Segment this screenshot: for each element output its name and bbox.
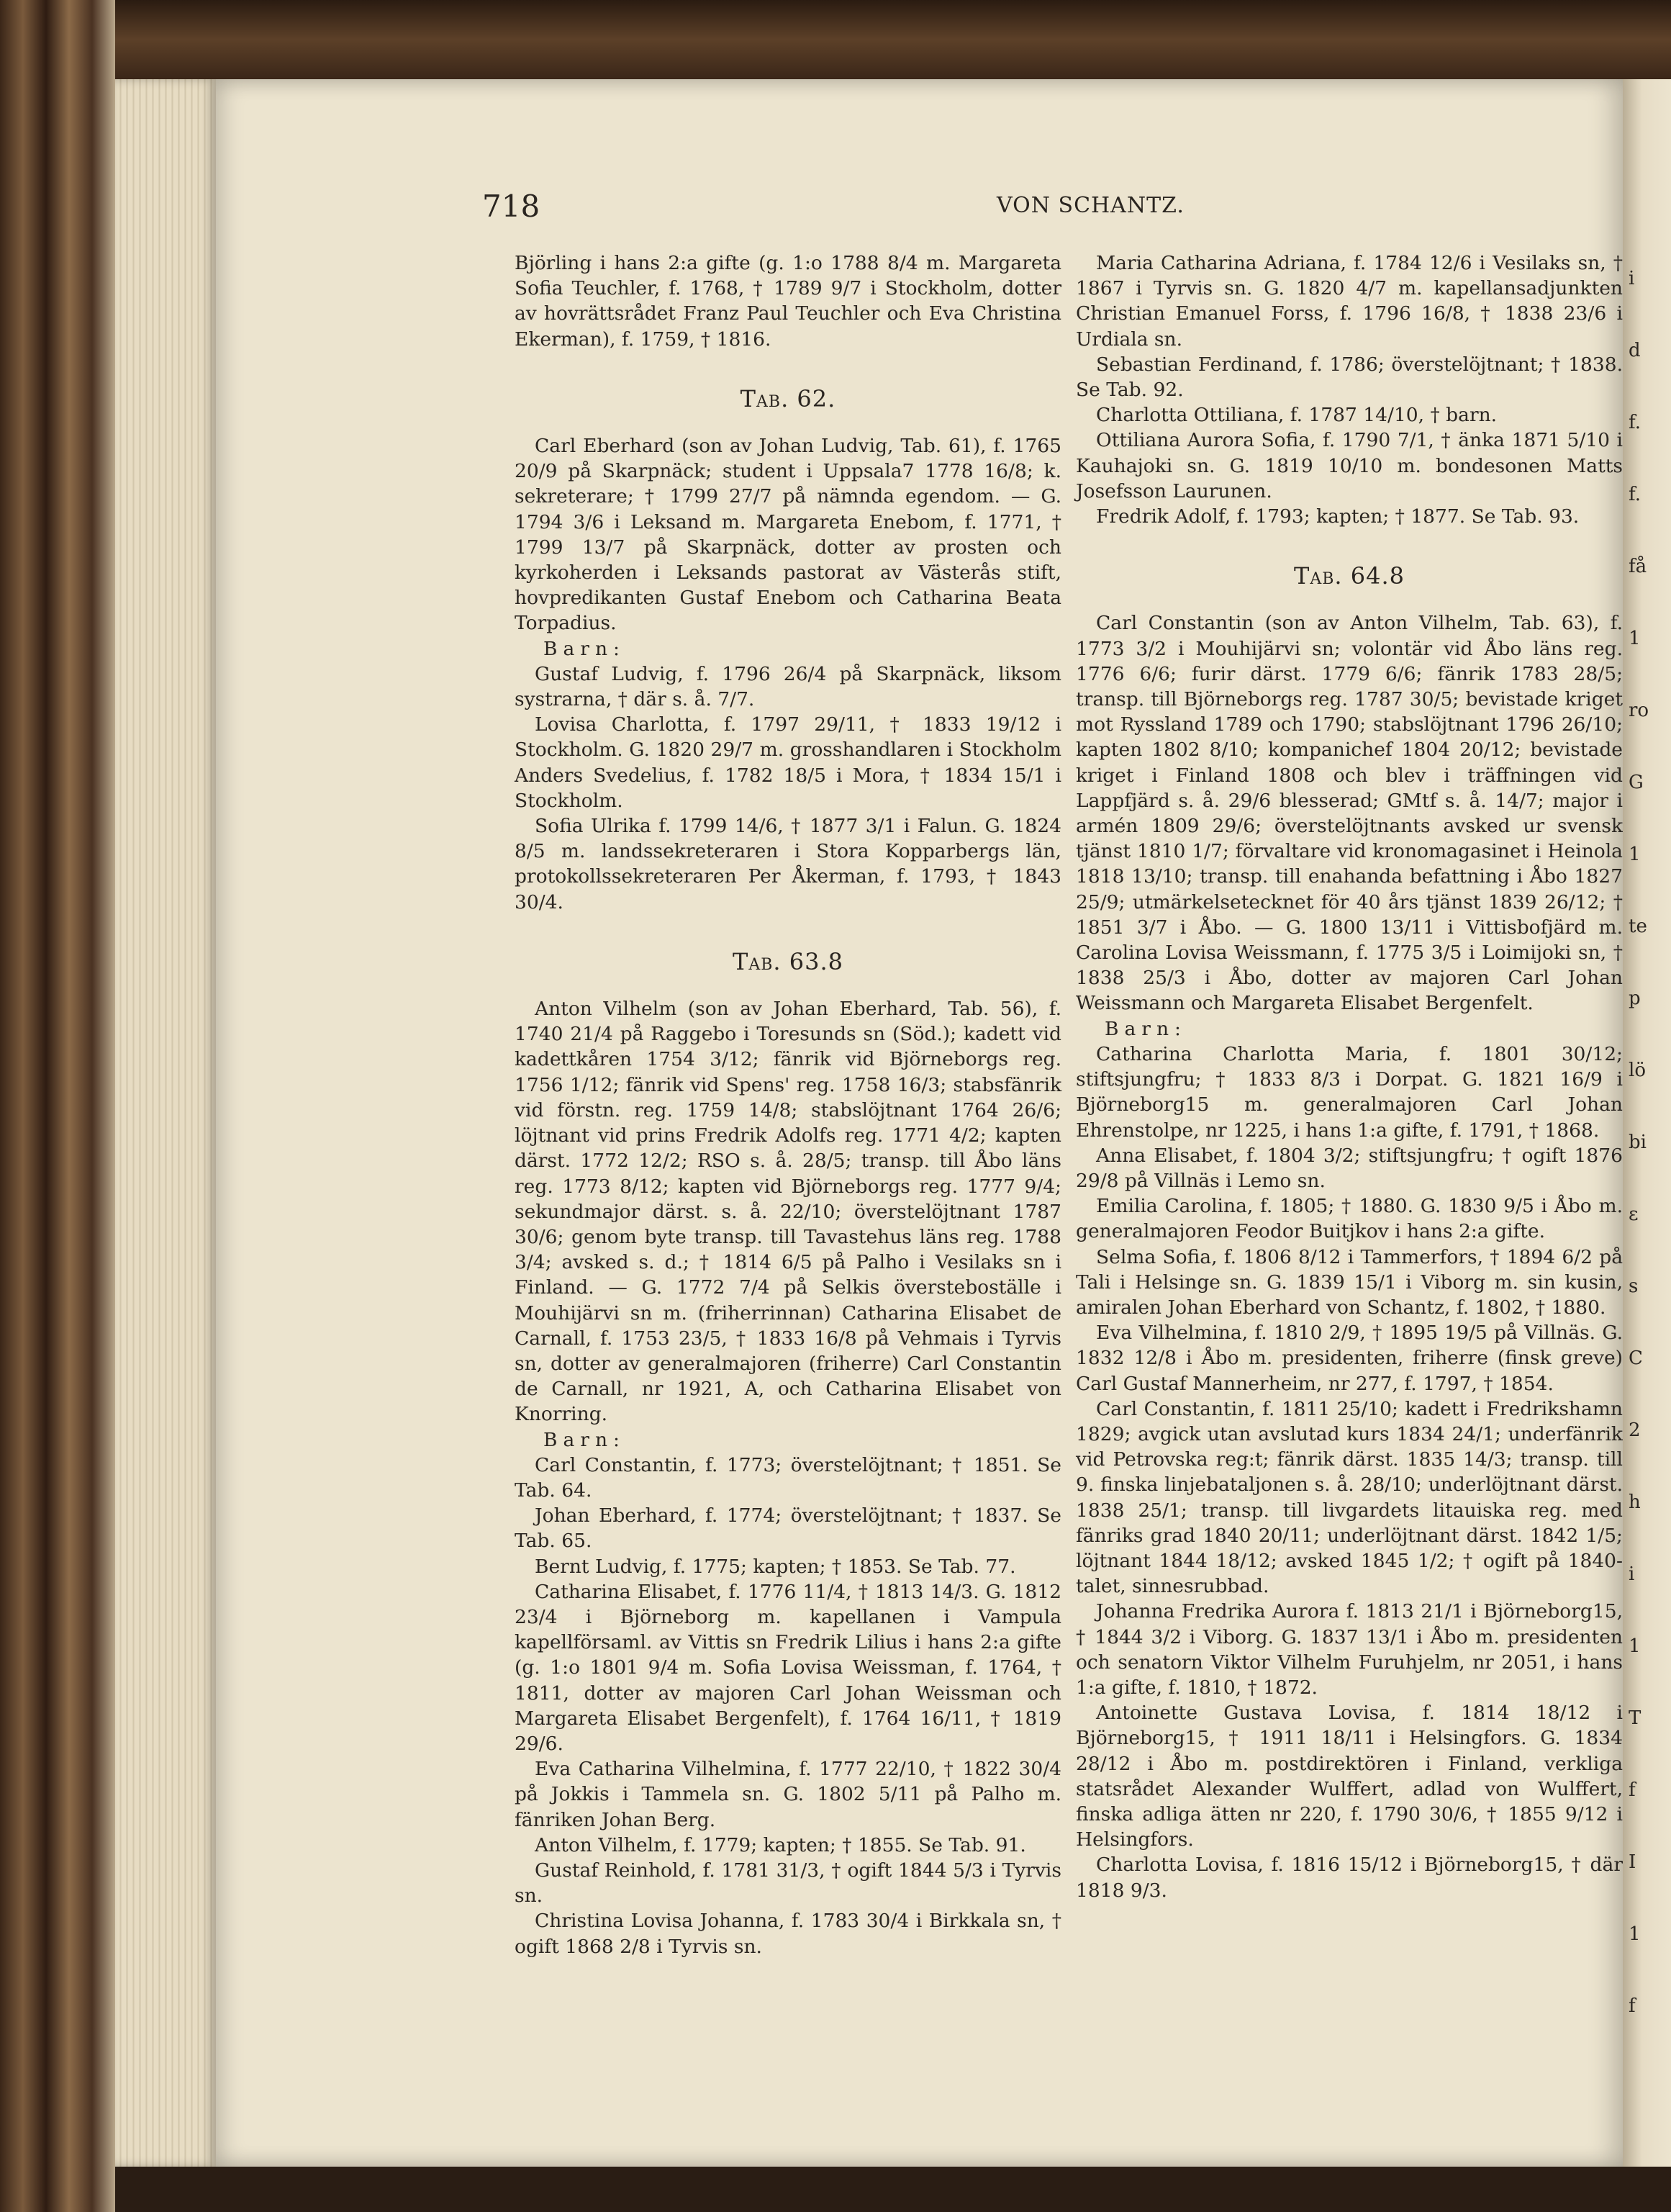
text-paragraph: Charlotta Lovisa, f. 1816 15/12 i Björneborg15, † där 1818 9/3. [1076, 1854, 1623, 1902]
text-paragraph: Catharina Charlotta Maria, f. 1801 30/12; stiftsjungfru; † 1833 8/3 i Dorpat. G. 1821 16/9 i Björneborg15 m. generalmajoren Carl Johan Ehrenstolpe, nr 1225, i hans 1:a gifte, f. 1791, † 1868. [1076, 1042, 1623, 1142]
facing-page-fragment: d [1629, 340, 1641, 361]
book-top-edge [115, 0, 1671, 79]
text-paragraph: Lovisa Charlotta, f. 1797 29/11, † 1833 19/12 i Stockholm. G. 1820 29/7 m. grosshandlaren i Stockholm Anders Svedelius, f. 1782 18/5 i Mora, † 1834 15/1 i Stockholm. [515, 713, 1061, 812]
facing-page-fragment: ro [1629, 700, 1649, 721]
facing-page-fragment: i [1629, 268, 1635, 289]
text-paragraph: Anna Elisabet, f. 1804 3/2; stiftsjungfru; † ogift 1876 29/8 på Villnäs i Lemo sn. [1076, 1144, 1623, 1192]
text-paragraph: Antoinette Gustava Lovisa, f. 1814 18/12 i Björneborg15, † 1911 18/11 i Helsingfors. G. 1834 28/12 i Åbo m. postdirektören i Finland, verkliga statsrådet Alexander Wulffert, adlad von Wulffert, finska adliga ätten nr 220, f. 1790 30/6, † 1855 9/12 i Helsingfors. [1076, 1702, 1623, 1851]
text-paragraph: Eva Vilhelmina, f. 1810 2/9, † 1895 19/5 på Villnäs. G. 1832 12/8 i Åbo m. presidenten, friherre (finsk greve) Carl Gustaf Mannerheim, nr 277, f. 1797, † 1854. [1076, 1322, 1623, 1395]
facing-page-fragment: f [1629, 1995, 1636, 2017]
text-paragraph: Johan Eberhard, f. 1774; överstelöjtnant; † 1837. Se Tab. 65. [515, 1504, 1061, 1553]
children-label: Barn: [1105, 1017, 1187, 1040]
text-paragraph: Christina Lovisa Johanna, f. 1783 30/4 i Birkkala sn, † ogift 1868 2/8 i Tyrvis sn. [515, 1910, 1061, 1958]
text-paragraph: Gustaf Reinhold, f. 1781 31/3, † ogift 1844 5/3 i Tyrvis sn. [515, 1859, 1061, 1908]
book-cover-edge [0, 0, 115, 2212]
section-heading: Tab. 63.8 [733, 947, 843, 975]
text-paragraph: Sebastian Ferdinand, f. 1786; överstelöjtnant; † 1838. Se Tab. 92. [1076, 353, 1623, 402]
text-paragraph: Selma Sofia, f. 1806 8/12 i Tammerfors, † 1894 6/2 på Tali i Helsinge sn. G. 1839 15/1 i Viborg m. sin kusin, amiralen Johan Eberhard von Schantz, f. 1802, † 1880. [1076, 1245, 1623, 1319]
facing-page-fragment: I [1629, 1851, 1636, 1873]
facing-page-fragment: f. [1629, 412, 1641, 433]
text-paragraph: Bernt Ludvig, f. 1775; kapten; † 1853. Se Tab. 77. [535, 1555, 1016, 1578]
section-heading: Tab. 64.8 [1294, 562, 1405, 590]
facing-page-fragment: f. [1629, 484, 1641, 505]
right-column [1076, 250, 1623, 1903]
section-heading: Tab. 62. [740, 384, 836, 412]
text-paragraph: Carl Eberhard (son av Johan Ludvig, Tab. 61), f. 1765 20/9 på Skarpnäck; student i Uppsala7 1778 16/8; k. sekreterare; † 1799 27/7 på nämnda egendom. — G. 1794 3/6 i Leksand m. Margareta Enebom, f. 1771, † 1799 13/7 på Skarpnäck, dotter av prosten och kyrkoherden i Leksands pastorat av Västerås stift, hovpredikanten Gustaf Enebom och Catharina Beata Torpadius. [515, 435, 1061, 635]
text-paragraph: Björling i hans 2:a gifte (g. 1:o 1788 8/4 m. Margareta Sofia Teuchler, f. 1768, † 1789 9/7 i Stockholm, dotter av hovrättsrådet Franz Paul Teuchler och Eva Christina Ekerman), f. 1759, † 1816. [515, 252, 1061, 351]
facing-page-fragment: bi [1629, 1132, 1647, 1153]
facing-page-fragment: C [1629, 1347, 1643, 1369]
facing-page-fragment: få [1629, 556, 1647, 577]
facing-page-fragment: 2 [1629, 1419, 1641, 1441]
facing-page-fragment: 1 [1629, 844, 1641, 865]
facing-page-fragment: lö [1629, 1060, 1646, 1081]
running-head: VON SCHANTZ. [997, 193, 1185, 218]
text-paragraph: Maria Catharina Adriana, f. 1784 12/6 i Vesilaks sn, † 1867 i Tyrvis sn. G. 1820 4/7 m. kapellansadjunkten Christian Emanuel Forss, f. 1796 16/8, † 1838 23/6 i Urdiala sn. [1076, 252, 1623, 351]
facing-page-fragment: f [1629, 1779, 1636, 1801]
text-paragraph: Anton Vilhelm (son av Johan Eberhard, Tab. 56), f. 1740 21/4 på Raggebo i Toresunds sn (Söd.); kadett vid kadettkåren 1754 3/12; fänrik vid Björneborgs reg. 1756 1/12; fänrik vid Spens' reg. 1758 16/3; stabsfänrik vid förstn. reg. 1759 14/8; stabslöjtnant 1764 26/6; löjtnant vid prins Fredrik Adolfs reg. 1771 4/2; kapten därst. 1772 12/2; RSO s. å. 28/5; transp. till Åbo läns reg. 1773 8/12; kapten vid Björneborgs reg. 1777 9/4; sekundmajor därst. s. å. 22/10; överstelöjtnant 1787 30/6; genom byte transp. till Tavastehus läns reg. 1788 3/4; avsked s. d.; † 1814 6/5 på Palho i Vesilaks sn i Finland. — G. 1772 7/4 på Selkis översteboställe i Mouhijärvi sn m. (friherrinnan) Catharina Elisabet de Carnall, f. 1753 23/5, † 1833 16/8 på Vehmais i Tyrvis sn, dotter av generalmajoren (friherre) Carl Constantin de Carnall, nr 1921, A, och Catharina Elisabet von Knorring. [515, 998, 1061, 1426]
facing-page-fragment: h [1629, 1491, 1641, 1513]
left-column [515, 250, 1061, 1959]
text-paragraph: Emilia Carolina, f. 1805; † 1880. G. 1830 9/5 i Åbo m. generalmajoren Feodor Buitjkov i hans 2:a gifte. [1076, 1195, 1623, 1243]
facing-page-fragment: 1 [1629, 1635, 1641, 1657]
text-paragraph: Johanna Fredrika Aurora f. 1813 21/1 i Björneborg15, † 1844 3/2 i Viborg. G. 1837 13/1 i Åbo m. presidenten och senatorn Viktor Vilhelm Furuhjelm, nr 2051, i hans 1:a gifte, f. 1810, † 1872. [1076, 1600, 1623, 1699]
text-paragraph: Catharina Elisabet, f. 1776 11/4, † 1813 14/3. G. 1812 23/4 i Björneborg m. kapellanen i Vampula kapellförsaml. av Vittis sn Fredrik Lilius i hans 2:a gifte (g. 1:o 1801 9/4 m. Sofia Lovisa Weissman, f. 1764, † 1811, dotter av majoren Carl Johan Weissman och Margareta Elisabet Bergenfelt), f. 1764 16/11, † 1819 29/6. [515, 1580, 1061, 1755]
text-paragraph: Carl Constantin (son av Anton Vilhelm, Tab. 63), f. 1773 3/2 i Mouhijärvi sn; volontär vid Åbo läns reg. 1776 6/6; furir därst. 1779 6/6; fänrik 1783 28/5; transp. till Björneborgs reg. 1787 30/5; bevistade kriget mot Ryssland 1789 och 1790; stabslöjtnant 1796 26/10; kapten 1802 8/10; kompanichef 1804 20/12; bevistade kriget i Finland 1808 och blev i träffningen vid Lappfjärd s. å. 29/6 blesserad; GMtf s. å. 14/7; major i armén 1809 29/6; överstelöjtnants avsked ur svensk tjänst 1810 1/7; förvaltare vid kronomagasinet i Heinola 1818 13/10; transp. till enahanda befattning i Åbo 1827 25/9; utmärkelsetecknet för 40 års tjänst 1839 26/12; † 1851 3/7 i Åbo. — G. 1800 13/11 i Vittisbofjärd m. Carolina Lovisa Weissmann, f. 1775 3/5 i Loimijoki sn, † 1838 25/3 i Åbo, dotter av majoren Carl Johan Weissmann och Margareta Elisabet Bergenfelt. [1076, 612, 1623, 1015]
facing-page-fragment: p [1629, 988, 1641, 1009]
text-paragraph: Carl Constantin, f. 1811 25/10; kadett i Fredrikshamn 1829; avgick utan avslutad kurs 1834 24/1; underfänrik vid Petrovska reg:t; fänrik därst. 1835 14/3; transp. till 9. finska linjebataljonen s. å. 28/10; underlöjtnant därst. 1838 25/1; transp. till livgardets litauiska reg. med fänriks grad 1840 20/11; underlöjtnant därst. 1842 1/5; löjtnant 1844 18/12; avsked 1845 1/2; † ogift på 1840-talet, sinnesrubbad. [1076, 1397, 1623, 1598]
page-stack [115, 79, 216, 2167]
facing-page-fragment: G [1629, 772, 1644, 793]
book-bottom-edge [115, 2167, 1671, 2212]
facing-page-fragment: s [1629, 1276, 1639, 1297]
text-paragraph: Anton Vilhelm, f. 1779; kapten; † 1855. Se Tab. 91. [535, 1833, 1026, 1856]
children-label: Barn: [543, 637, 625, 660]
facing-page-fragment: 1 [1629, 1923, 1641, 1945]
text-paragraph: Carl Constantin, f. 1773; överstelöjtnant; † 1851. Se Tab. 64. [515, 1453, 1061, 1502]
facing-page-edge [1623, 79, 1671, 2167]
text-paragraph: Eva Catharina Vilhelmina, f. 1777 22/10, † 1822 30/4 på Jokkis i Tammela sn. G. 1802 5/11 på Palho m. fänriken Johan Berg. [515, 1758, 1061, 1831]
page-number: 718 [482, 189, 540, 224]
children-label: Barn: [543, 1428, 625, 1451]
facing-page-fragment: 1 [1629, 628, 1641, 649]
text-paragraph: Fredrik Adolf, f. 1793; kapten; † 1877. Se Tab. 93. [1096, 505, 1580, 528]
text-paragraph: Ottiliana Aurora Sofia, f. 1790 7/1, † änka 1871 5/10 i Kauhajoki sn. G. 1819 10/10 m. bondesonen Matts Josefsson Laurunen. [1076, 429, 1623, 502]
text-paragraph: Charlotta Ottiliana, f. 1787 14/10, † barn. [1096, 404, 1498, 427]
text-paragraph: Gustaf Ludvig, f. 1796 26/4 på Skarpnäck, liksom systrarna, † där s. å. 7/7. [515, 662, 1061, 711]
text-paragraph: Sofia Ulrika f. 1799 14/6, † 1877 3/1 i Falun. G. 1824 8/5 m. landssekreteraren i Stora Kopparbergs län, protokollssekreteraren Per Åkerman, f. 1793, † 1843 30/4. [515, 815, 1061, 913]
facing-page-fragment: i [1629, 1563, 1635, 1585]
facing-page-fragment: T [1629, 1707, 1641, 1729]
facing-page-fragment: ε [1629, 1204, 1639, 1225]
facing-page-fragment: te [1629, 916, 1647, 937]
